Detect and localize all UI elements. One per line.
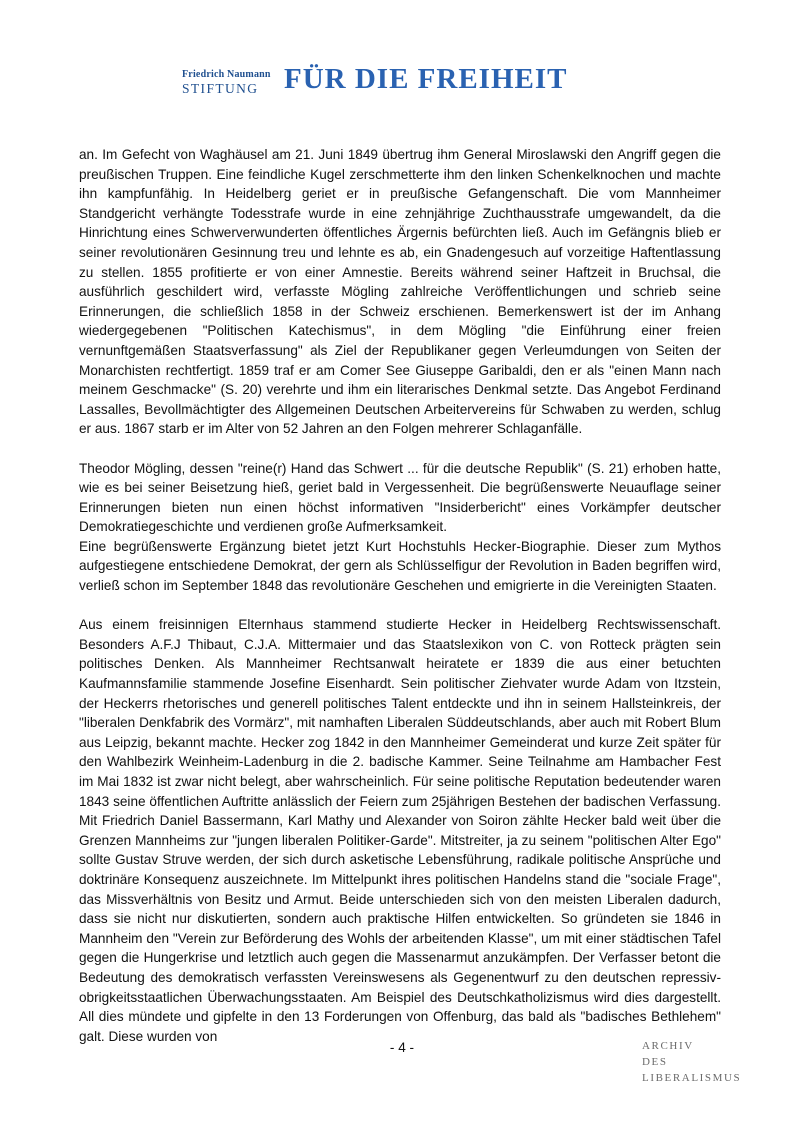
logo-line-2: STIFTUNG xyxy=(182,81,259,96)
paragraph-4: Aus einem freisinnigen Elternhaus stammend studierte Hecker in Heidelberg Rechtswissenschaft. Besonders A.F.J Thibaut, C.J.A. Mittermaier und das Staatslexikon von C. von Rotteck prägten sein politisches Denken. Als Mannheimer Rechtsanwalt heiratete er 1839 die aus einer betuchten Kaufmannsfamilie stammende Josefine Eisenhardt. Sein politischer Ziehvater wurde Adam von Itzstein, der Heckerrs rhetorisches und generell politisches Talent entdeckte und ihn in seinem Hallsteinkreis, der "liberalen Denkfabrik des Vormärz", mit namhaften Liberalen Süddeutschlands, aber auch mit Robert Blum aus Leipzig, bekannt machte. Hecker zog 1842 in den Mannheimer Gemeinderat und kurze Zeit später für den Wahlbezirk Weinheim-Ladenburg in die 2. badische Kammer. Seine Teilnahme am Hambacher Fest im Mai 1832 ist zwar nicht belegt, aber wahrscheinlich. Für seine politische Reputation bedeutender waren 1843 seine öffentlichen Auftritte anlässlich der Feiern zum 25jährigen Bestehen der badischen Verfassung. Mit Friedrich Daniel Bassermann, Karl Mathy und Alexander von Soiron zählte Hecker bald weit über die Grenzen Mannheims zur "jungen liberalen Politiker-Garde". Mitstreiter, ja zu seinem "politischen Alter Ego" sollte Gustav Struve werden, der sich durch asketische Lebensführung, radikale politische Ansprüche und doktrinäre Konsequenz auszeichnete. Im Mittelpunkt ihres politischen Handelns stand die "sociale Frage", das Missverhältnis von Besitz und Armut. Beide unterschieden sich von den meisten Liberalen dadurch, dass sie nicht nur diskutierten, sondern auch praktische Hilfen entwickelten. So gründeten sie 1846 in Mannheim den "Verein zur Beförderung des Wohls der arbeitenden Klasse", um mit einer städtischen Tafel gegen die Hungerkrise und letztlich auch gegen die Massenarmut anzukämpfen. Der Verfasser betont die Bedeutung des demokratisch verfassten Vereinswesens als Gegenentwurf zu den deutschen repressiv-obrigkeitsstaatlichen Überwachungsstaaten. Am Beispiel des Deutschkatholizismus wird dies dargestellt. All dies mündete und gipfelte in den 13 Forderungen von Offenburg, das bald als "badisches Bethlehem" galt. Diese wurden von xyxy=(79,617,721,1044)
archive-line-3: LIBERALISMUS xyxy=(642,1072,742,1084)
archive-line-1: ARCHIV xyxy=(642,1040,694,1052)
paragraph-3: Eine begrüßenswerte Ergänzung bietet jetzt Kurt Hochstuhls Hecker-Biographie. Dieser zum Mythos aufgestiegene entschiedene Demokrat, der gern als Schlüsselfigur der Revolution in Baden begriffen wird, verließ schon im September 1848 das revolutionäre Geschehen und emigrierte in die Vereinigten Staaten. xyxy=(79,538,721,594)
logo-foundation-name xyxy=(182,69,280,97)
archive-logo xyxy=(642,1038,741,1086)
page-number: - 4 - xyxy=(389,1040,415,1055)
document-body xyxy=(79,145,721,1066)
logo-line-1: Friedrich Naumann xyxy=(182,69,271,80)
paragraph-1: an. Im Gefecht von Waghäusel am 21. Juni 1849 übertrug ihm General Miroslawski den Angriff gegen die preußischen Truppen. Eine feindliche Kugel zerschmetterte ihm den linken Schenkelknochen und machte ihn kampfunfähig. In Heidelberg geriet er in preußische Gefangenschaft. Die vom Mannheimer Standgericht verhängte Todesstrafe wurde in eine zehnjährige Zuchthausstrafe umgewandelt, da die Hinrichtung eines Schwerverwunderten öffentliches Ärgernis befürchten ließ. Auch im Gefängnis blieb er seiner revolutionären Gesinnung treu und lehnte es ab, ein Gnadengesuch auf vorzeitige Haftentlassung zu stellen. 1855 profitierte er von einer Amnestie. Bereits während seiner Haftzeit in Bruchsal, die ausführlich geschildert wird, verfasste Mögling zahlreiche Veröffentlichungen und schrieb seine Erinnerungen, die schließlich 1858 in der Schweiz erschienen. Bemerkenswert ist der im Anhang wiedergegebenen "Politischen Katechismus", in dem Mögling "die Einführung einer freien vernunftgemäßen Staatsverfassung" als Ziel der Republikaner gegen Verleumdungen von Seiten der Monarchisten rechtfertigt. 1859 traf er am Comer See Giuseppe Garibaldi, den er als "einen Mann nach meinem Geschmacke" (S. 20) verehrte und ihm ein literarisches Denkmal setzte. Das Angebot Ferdinand Lassalles, Bevollmächtigter des Allgemeinen Deutschen Arbeitervereins für Schwaben zu werden, schlug er aus. 1867 starb er im Alter von 52 Jahren an den Folgen mehrerer Schlaganfälle. xyxy=(79,147,721,437)
paragraph-2: Theodor Mögling, dessen "reine(r) Hand das Schwert ... für die deutsche Republik" (S. 21) erhoben hatte, wie es bei seiner Beisetzung hieß, geriet bald in Vergessenheit. Die begrüßenswerte Neuauflage seiner Erinnerungen bieten nun einen höchst informativen "Insiderbericht" eines Vorkämpfer deutscher Demokratiegeschichte und verdienen große Aufmerksamkeit. xyxy=(79,460,721,535)
logo-slogan: FÜR DIE FREIHEIT xyxy=(284,63,568,95)
archive-line-2: DES xyxy=(642,1056,668,1068)
